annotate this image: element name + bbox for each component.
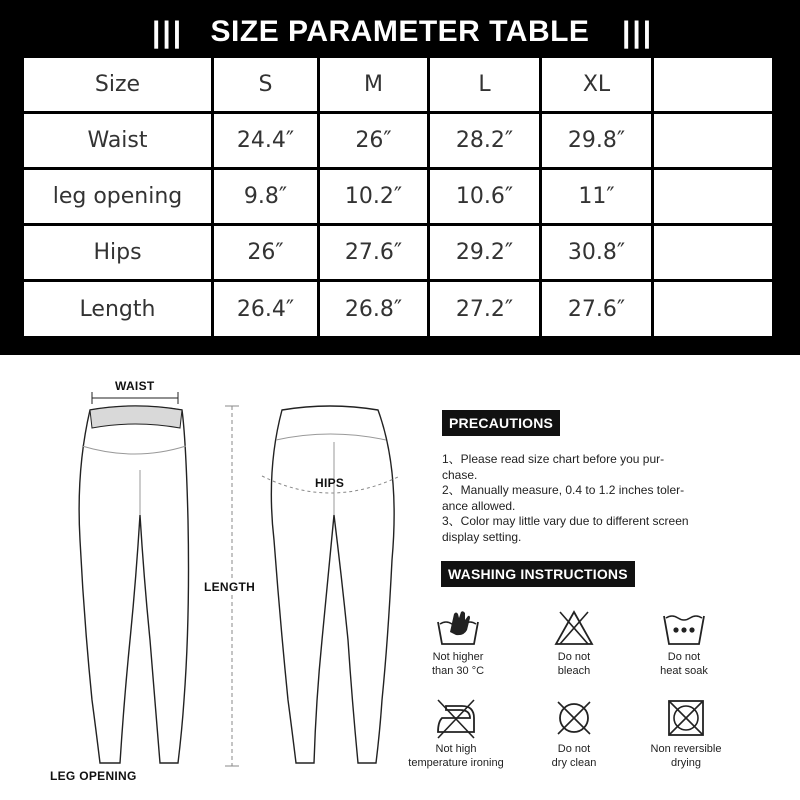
- washing-heading: WASHING INSTRUCTIONS: [441, 561, 635, 587]
- back-yoke: [276, 434, 386, 440]
- no-bleach-icon: [550, 608, 598, 648]
- care-caption: Non reversible drying: [650, 743, 722, 769]
- front-view-outline: [79, 406, 188, 763]
- size-table-panel: [0, 0, 800, 355]
- table-row: [24, 226, 772, 282]
- table-cell: 26″: [320, 114, 430, 170]
- leggings-diagram: [0, 360, 430, 800]
- care-item: [514, 608, 634, 678]
- care-item: [398, 608, 518, 678]
- precautions-heading: PRECAUTIONS: [442, 410, 560, 436]
- hips-label: HIPS: [315, 476, 345, 490]
- table-cell: 26.8″: [320, 282, 430, 336]
- precaution-line: ance allowed.: [442, 498, 516, 513]
- table-row: [24, 58, 772, 114]
- table-cell: Length: [24, 282, 214, 336]
- table-row: [24, 282, 772, 336]
- no-iron-icon: [432, 696, 480, 740]
- table-cell: [654, 58, 772, 114]
- table-cell: 24.4″: [214, 114, 320, 170]
- table-cell: Hips: [24, 226, 214, 282]
- back-view-outline: [271, 406, 394, 763]
- no-dry-clean-icon: [550, 696, 598, 740]
- page-title: SIZE PARAMETER TABLE: [210, 15, 590, 48]
- table-cell: [654, 226, 772, 282]
- table-cell: 29.2″: [430, 226, 542, 282]
- table-cell: M: [320, 58, 430, 114]
- precaution-line: 1、Please read size chart before you pur-: [442, 452, 665, 466]
- front-seam: [82, 446, 186, 454]
- table-cell: [654, 282, 772, 336]
- title-right-bars: |||: [622, 16, 654, 49]
- table-row: [24, 170, 772, 226]
- care-caption: Not higher than 30 °C: [431, 651, 485, 677]
- table-cell: 11″: [542, 170, 654, 226]
- table-cell: XL: [542, 58, 654, 114]
- length-label: LENGTH: [204, 580, 256, 594]
- precaution-line: display setting.: [442, 529, 522, 544]
- care-item: [626, 696, 746, 770]
- table-cell: 30.8″: [542, 226, 654, 282]
- table-row: [24, 114, 772, 170]
- care-caption: Not high temperature ironing: [408, 743, 504, 769]
- table-cell: S: [214, 58, 320, 114]
- table-cell: Size: [24, 58, 214, 114]
- title-row: [0, 8, 800, 54]
- leg-opening-label: LEG OPENING: [50, 769, 137, 783]
- table-cell: 9.8″: [214, 170, 320, 226]
- table-cell: 26″: [214, 226, 320, 282]
- no-tumble-dry-icon: [662, 696, 710, 740]
- no-heat-soak-icon: [660, 608, 708, 648]
- size-table: [24, 58, 772, 336]
- table-cell: 27.2″: [430, 282, 542, 336]
- table-cell: L: [430, 58, 542, 114]
- waist-label: WAIST: [115, 379, 155, 393]
- care-item: [514, 696, 634, 770]
- table-cell: 10.6″: [430, 170, 542, 226]
- table-cell: [654, 170, 772, 226]
- table-cell: 27.6″: [542, 282, 654, 336]
- hand-wash-icon: [434, 608, 482, 648]
- care-item: [624, 608, 744, 678]
- table-cell: 28.2″: [430, 114, 542, 170]
- table-cell: 27.6″: [320, 226, 430, 282]
- care-caption: Do not bleach: [557, 651, 591, 677]
- waistband-fill: [90, 406, 182, 428]
- table-cell: 10.2″: [320, 170, 430, 226]
- care-caption: Do not heat soak: [660, 651, 708, 677]
- care-caption: Do not dry clean: [551, 743, 597, 769]
- precaution-line: chase.: [442, 467, 478, 482]
- precautions-list: [442, 452, 742, 545]
- table-cell: leg opening: [24, 170, 214, 226]
- care-item: [396, 696, 516, 770]
- title-left-bars: |||: [152, 16, 184, 49]
- table-cell: 26.4″: [214, 282, 320, 336]
- precaution-line: 3、Color may little vary due to different screen: [442, 514, 689, 528]
- table-cell: [654, 114, 772, 170]
- precaution-line: 2、Manually measure, 0.4 to 1.2 inches toler-: [442, 483, 685, 497]
- table-cell: Waist: [24, 114, 214, 170]
- table-cell: 29.8″: [542, 114, 654, 170]
